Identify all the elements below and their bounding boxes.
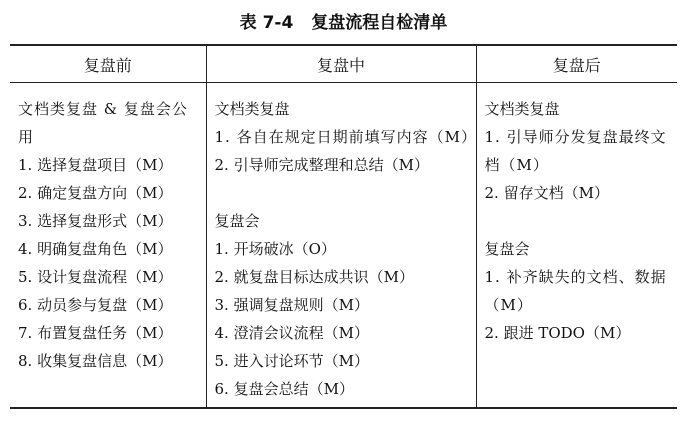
- during-doc-item: 2. 引导师完成整理和总结（M）: [214, 156, 429, 174]
- before-item: 4. 明确复盘角色（M）: [18, 240, 173, 258]
- during-meeting-item: 2. 就复盘目标达成共识（M）: [214, 268, 414, 286]
- before-item: 1. 选择复盘项目（M）: [18, 156, 173, 174]
- before-item: 2. 确定复盘方向（M）: [18, 184, 173, 202]
- header-row: [10, 45, 677, 83]
- during-doc-item: 1. 各自在规定日期前填写内容（M）: [214, 128, 477, 146]
- before-section-title: 文档类复盘 & 复盘会公用: [18, 100, 188, 146]
- after-cell: [476, 83, 677, 409]
- during-cell: [206, 83, 476, 409]
- after-doc-item: 2. 留存文档（M）: [484, 184, 609, 202]
- after-doc-title: 文档类复盘: [484, 100, 560, 118]
- table-title: [0, 12, 687, 34]
- spacer: [485, 207, 678, 235]
- after-meeting-item: 1. 补齐缺失的文档、数据（M）: [484, 268, 667, 314]
- header-during: 复盘中: [206, 45, 476, 83]
- spacer: [215, 179, 476, 207]
- before-item: 7. 布置复盘任务（M）: [18, 324, 173, 342]
- after-doc-item: 1. 引导师分发复盘最终文档（M）: [484, 128, 667, 174]
- table-title-text: 复盘流程自检清单: [311, 13, 448, 33]
- before-item: 6. 动员参与复盘（M）: [18, 296, 173, 314]
- table-number: 表 7-4: [239, 13, 294, 33]
- during-meeting-item: 4. 澄清会议流程（M）: [214, 324, 369, 342]
- header-before: 复盘前: [10, 45, 206, 83]
- during-meeting-title: 复盘会: [214, 212, 260, 230]
- before-item: 5. 设计复盘流程（M）: [18, 268, 173, 286]
- before-item: 3. 选择复盘形式（M）: [18, 212, 173, 230]
- after-meeting-item: 2. 跟进 TODO（M）: [484, 324, 631, 342]
- content-row: [10, 83, 677, 409]
- during-meeting-item: 6. 复盘会总结（M）: [214, 380, 354, 398]
- header-after: 复盘后: [476, 45, 677, 83]
- during-meeting-item: 5. 进入讨论环节（M）: [214, 352, 369, 370]
- during-meeting-item: 1. 开场破冰（O）: [214, 240, 336, 258]
- review-checklist-table: [10, 44, 677, 409]
- before-cell: [10, 83, 206, 409]
- before-item: 8. 收集复盘信息（M）: [18, 352, 173, 370]
- after-meeting-title: 复盘会: [484, 240, 530, 258]
- during-doc-title: 文档类复盘: [214, 100, 290, 118]
- during-meeting-item: 3. 强调复盘规则（M）: [214, 296, 369, 314]
